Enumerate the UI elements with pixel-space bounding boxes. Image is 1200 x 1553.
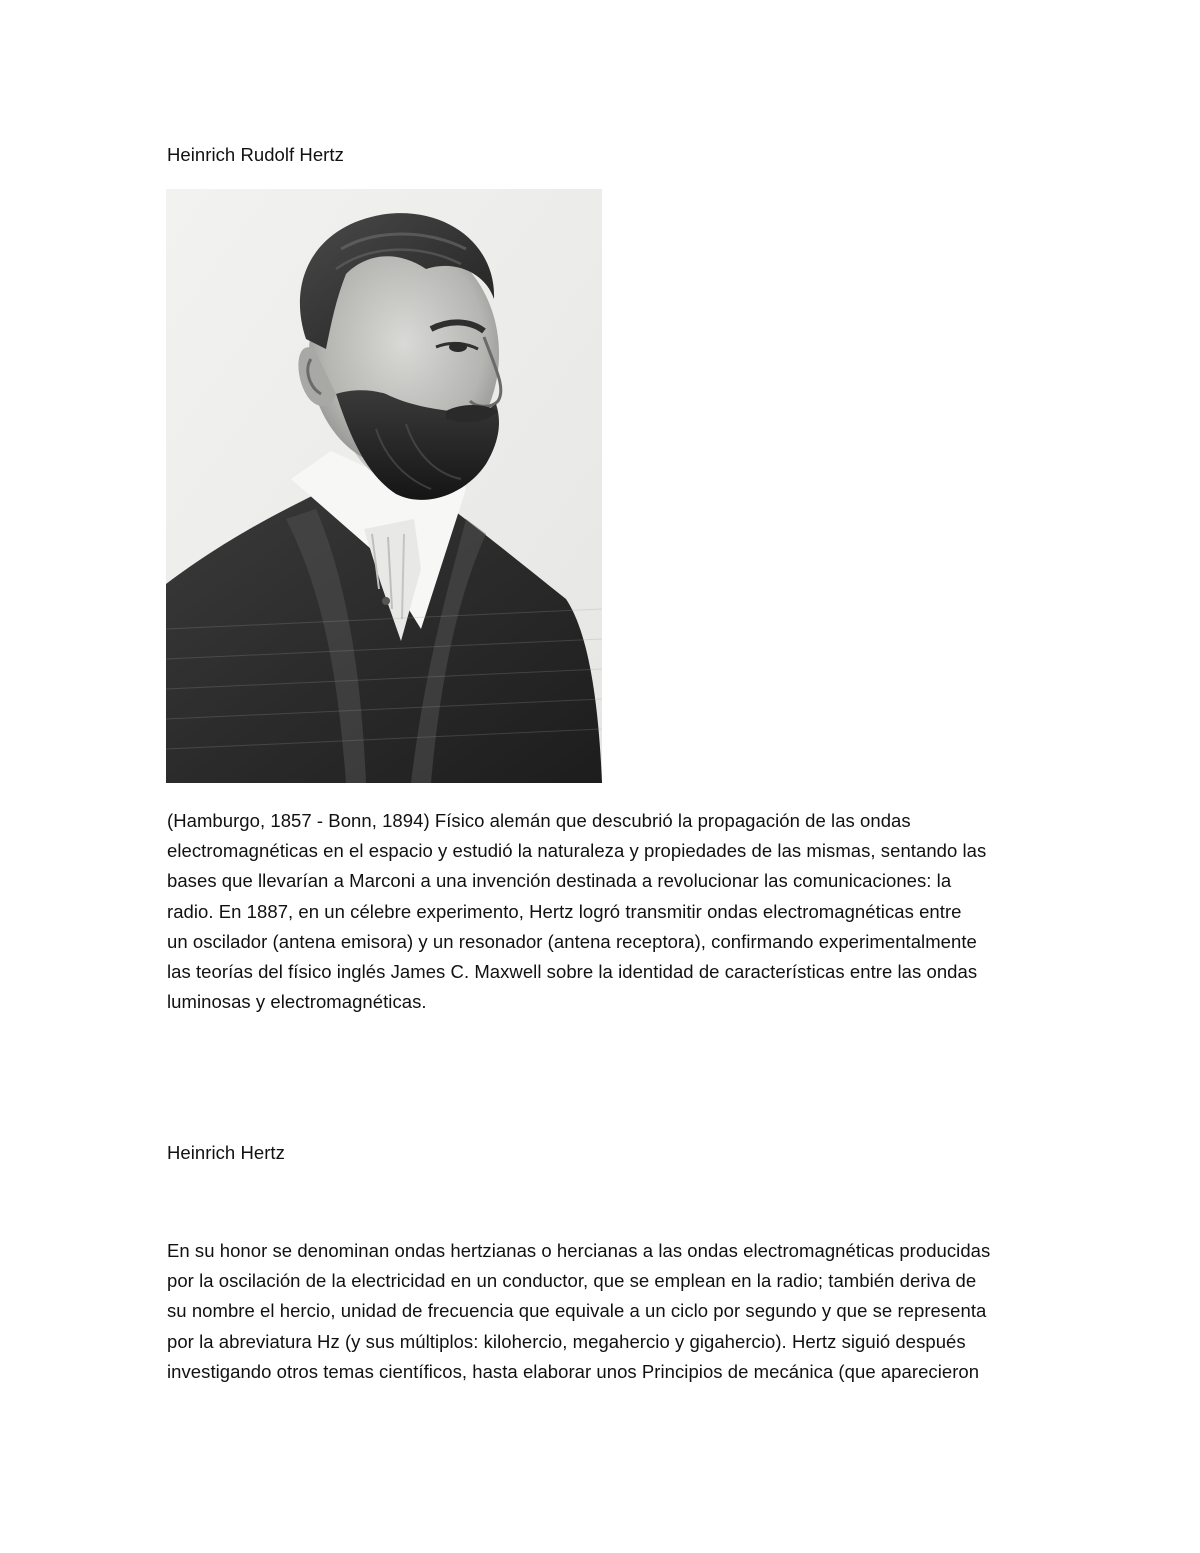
paragraph-line: un oscilador (antena emisora) y un resonador (antena receptora), confirmando experimentalmente [167,930,977,952]
paragraph-line: por la oscilación de la electricidad en un conductor, que se emplean en la radio; también deriva de [167,1270,977,1292]
paragraph-line: su nombre el hercio, unidad de frecuencia que equivale a un ciclo por segundo y que se representa [167,1300,987,1322]
document-title: Heinrich Rudolf Hertz [167,144,344,165]
paragraph-line: electromagnéticas en el espacio y estudió la naturaleza y propiedades de las mismas, sentando las [167,840,987,862]
paragraph-line: radio. En 1887, en un célebre experimento, Hertz logró transmitir ondas electromagnéticas entre [167,900,962,922]
paragraph-line: luminosas y electromagnéticas. [167,991,427,1013]
section-heading: Heinrich Hertz [167,1142,285,1163]
honor-paragraph [167,1236,990,1387]
paragraph-line: bases que llevarían a Marconi a una invención destinada a revolucionar las comunicaciones: la [167,870,952,892]
paragraph-line: investigando otros temas científicos, hasta elaborar unos Principios de mecánica (que aparecieron [167,1360,980,1382]
hertz-portrait-image [166,189,602,783]
paragraph-line: En su honor se denominan ondas hertzianas o hercianas a las ondas electromagnéticas producidas [167,1240,991,1261]
biography-paragraph [167,806,986,1017]
paragraph-line: (Hamburgo, 1857 - Bonn, 1894) Físico alemán que descubrió la propagación de las ondas [167,810,911,831]
paragraph-line: por la abreviatura Hz (y sus múltiplos: kilohercio, megahercio y gigahercio). Hertz siguió después [167,1330,966,1352]
paragraph-line: las teorías del físico inglés James C. Maxwell sobre la identidad de características entre las ondas [167,961,978,983]
